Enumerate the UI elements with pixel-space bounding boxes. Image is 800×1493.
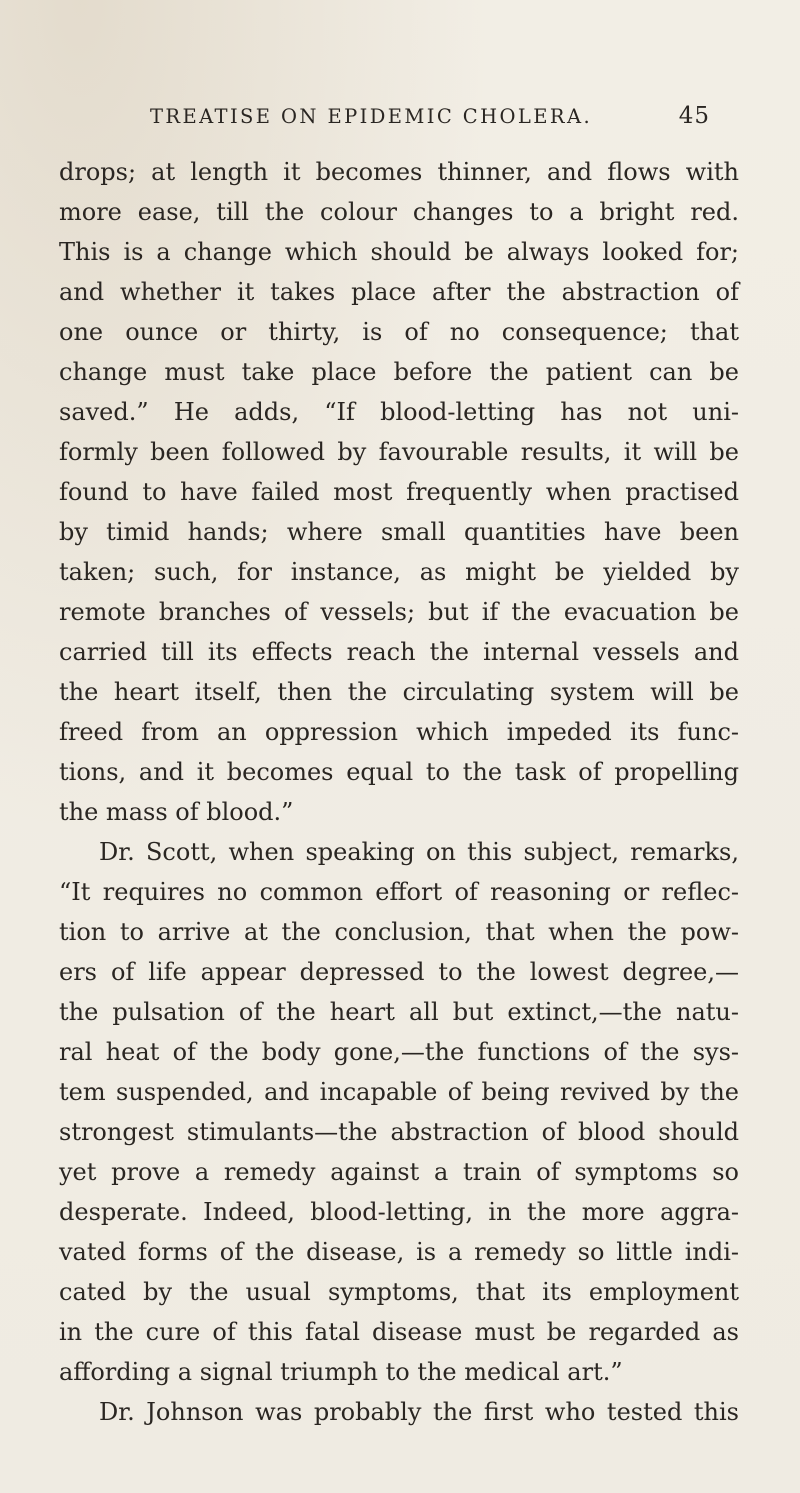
text-line: one ounce or thirty, is of no consequence; that <box>59 318 739 346</box>
text-line: saved.” He adds, “If blood-letting has not uni- <box>59 398 739 426</box>
text-line: “It requires no common effort of reasoning or reflec- <box>59 878 739 906</box>
text-line: ers of life appear depressed to the lowest degree,— <box>59 958 739 986</box>
text-line: tions, and it becomes equal to the task of propelling <box>59 758 739 786</box>
text-line: and whether it takes place after the abstraction of <box>59 278 739 306</box>
text-line: by timid hands; where small quantities have been <box>59 518 739 546</box>
text-line: formly been followed by favourable results, it will be <box>59 438 739 466</box>
text-line: in the cure of this fatal disease must be regarded as <box>59 1318 739 1346</box>
text-line: yet prove a remedy against a train of symptoms so <box>59 1158 739 1186</box>
page-number: 45 <box>678 103 710 129</box>
paragraph-end-line: affording a signal triumph to the medical art.” <box>59 1358 623 1386</box>
text-line: freed from an oppression which impeded its func- <box>59 718 739 746</box>
text-line: This is a change which should be always looked for; <box>59 238 739 266</box>
text-line: carried till its effects reach the internal vessels and <box>59 638 739 666</box>
text-line: the pulsation of the heart all but extinct,—the natu- <box>59 998 739 1026</box>
text-line: tem suspended, and incapable of being revived by the <box>59 1078 739 1106</box>
running-title: TREATISE ON EPIDEMIC CHOLERA. <box>150 105 593 128</box>
running-head <box>150 103 710 137</box>
text-line: strongest stimulants—the abstraction of blood should <box>59 1118 739 1146</box>
text-line: vated forms of the disease, is a remedy so little indi- <box>59 1238 739 1266</box>
text-line: taken; such, for instance, as might be yielded by <box>59 558 739 586</box>
text-line: change must take place before the patient can be <box>59 358 739 386</box>
paragraph-start-line: Dr. Scott, when speaking on this subject, remarks, <box>99 838 739 866</box>
text-line: tion to arrive at the conclusion, that when the pow- <box>59 918 739 946</box>
text-line: the heart itself, then the circulating system will be <box>59 678 739 706</box>
text-line: more ease, till the colour changes to a bright red. <box>59 198 739 226</box>
text-line: drops; at length it becomes thinner, and flows with <box>59 158 739 186</box>
text-line: cated by the usual symptoms, that its employment <box>59 1278 739 1306</box>
text-line: remote branches of vessels; but if the evacuation be <box>59 598 739 626</box>
text-line: ral heat of the body gone,—the functions of the sys- <box>59 1038 739 1066</box>
paragraph-start-line: Dr. Johnson was probably the first who tested this <box>99 1398 739 1426</box>
paragraph-end-line: the mass of blood.” <box>59 798 294 826</box>
text-line: found to have failed most frequently when practised <box>59 478 739 506</box>
text-line: desperate. Indeed, blood-letting, in the more aggra- <box>59 1198 739 1226</box>
